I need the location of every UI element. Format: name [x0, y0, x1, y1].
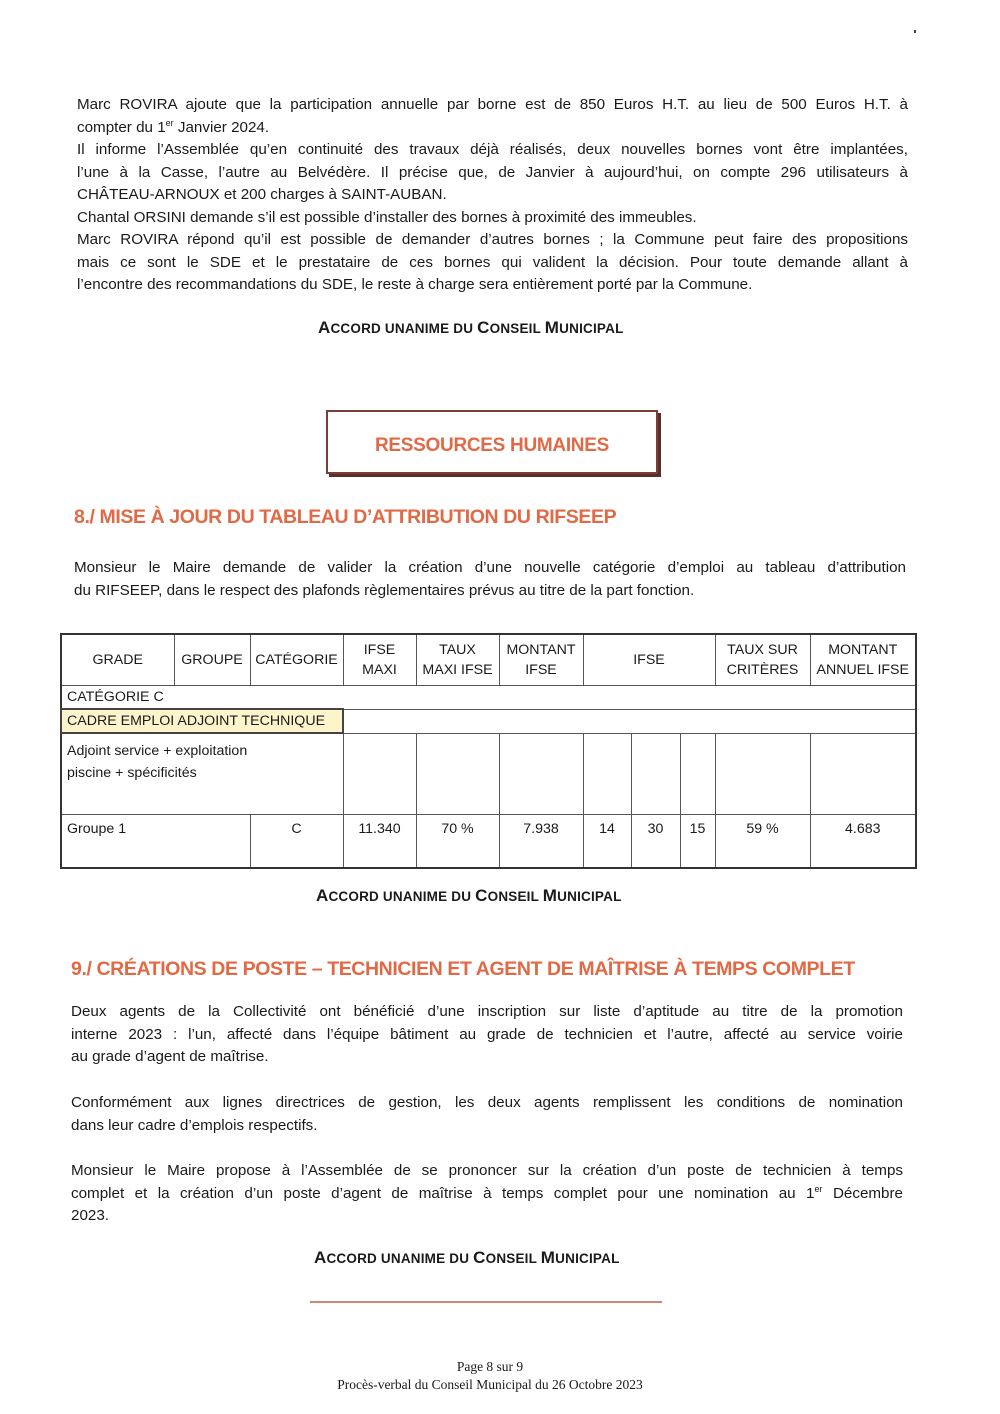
cell-montant-ifse: 7.938 — [499, 815, 583, 869]
empty-cell — [810, 733, 916, 815]
header-line: MONTANT — [828, 642, 898, 658]
accord-text: UNICIPAL — [557, 889, 622, 904]
accord-text: UNICIPAL — [555, 1251, 620, 1266]
text-line: Deux agents de la Collectivité ont bénéficié d’une inscription sur liste d’aptitude au titre de la promotion — [71, 1003, 903, 1020]
accord-text: UNICIPAL — [559, 321, 624, 336]
header-line: MAXI IFSE — [422, 662, 493, 678]
accord-text: ONSEIL — [487, 889, 543, 904]
header-montant-annuel — [810, 634, 916, 686]
category-label: CATÉGORIE C — [61, 686, 916, 710]
text-line: interne 2023 : l’un, affecté dans l’équipe bâtiment au grade de technicien et l’autre, affecté au service voirie — [71, 1025, 903, 1043]
text-line: Chantal ORSINI demande s’il est possible d’installer des bornes à proximité des immeubles. — [77, 208, 697, 226]
superscript: er — [814, 1183, 823, 1194]
empty-cell — [343, 709, 916, 733]
text-fragment: Janvier 2024. — [173, 118, 270, 136]
section-banner — [326, 410, 658, 474]
header-line: IFSE — [525, 662, 557, 678]
text-line: Marc ROVIRA répond qu’il est possible de demander d’autres bornes ; la Commune peut faire des propositions — [77, 231, 908, 248]
header-ifse-maxi — [343, 634, 416, 686]
header-line: TAUX SUR — [727, 642, 798, 658]
cell-categorie: C — [250, 815, 343, 869]
section-9-text-3 — [71, 1160, 903, 1228]
page-footer — [0, 1358, 980, 1394]
scan-mark — [914, 30, 916, 33]
accord-statement — [314, 1248, 620, 1268]
text-fragment: compter du 1 — [77, 118, 166, 136]
cell-ifse-1: 14 — [583, 815, 631, 869]
accord-cap: M — [542, 886, 558, 905]
cell-groupe: Groupe 1 — [61, 815, 250, 869]
empty-cell — [583, 733, 631, 815]
grade-line: Adjoint service + exploitation — [67, 743, 248, 759]
text-line: Monsieur le Maire demande de valider la création d’une nouvelle catégorie d’emploi au tableau d’attribution — [74, 559, 906, 576]
table-row — [61, 686, 916, 710]
cell-ifse-2: 30 — [631, 815, 680, 869]
header-line: ANNUEL IFSE — [816, 662, 909, 678]
accord-text: CCORD UNANIME DU — [326, 1251, 474, 1266]
superscript: er — [165, 117, 174, 128]
section-banner-title: RESSOURCES HUMAINES — [375, 435, 609, 456]
header-montant-ifse — [499, 634, 583, 686]
page-number: Page 8 sur 9 — [456, 1359, 524, 1374]
header-line: TAUX — [439, 642, 476, 658]
cell-ifse-maxi: 11.340 — [343, 815, 416, 869]
text-fragment: complet et la création d’un poste d’agent de maîtrise à temps complet pour une nomination au 1 — [71, 1184, 815, 1202]
text-line — [77, 117, 908, 140]
table-row — [61, 733, 916, 815]
accord-text: ONSEIL — [489, 321, 545, 336]
section-9-text-2 — [71, 1092, 903, 1137]
header-line: CRITÈRES — [726, 662, 799, 678]
text-line: Monsieur le Maire propose à l’Assemblée de se prononcer sur la création d’un poste de technicien à temps — [71, 1162, 903, 1179]
table-header-row — [61, 634, 916, 686]
accord-text: CCORD UNANIME DU — [328, 889, 476, 904]
text-line: du RIFSEEP, dans le respect des plafonds règlementaires prévus au titre de la part fonction. — [74, 581, 695, 599]
accord-statement — [318, 318, 624, 338]
grade-label — [61, 733, 343, 815]
accord-cap: C — [477, 318, 490, 337]
text-line: l’une à la Casse, l’autre au Belvédère. Il précise que, de Janvier à aujourd’hui, on compte 296 utilisateurs à — [77, 163, 908, 181]
intro-text — [77, 94, 908, 297]
header-taux-maxi — [416, 634, 499, 686]
header-line: MAXI — [362, 662, 397, 678]
accord-statement — [316, 886, 622, 906]
empty-cell — [680, 733, 715, 815]
empty-cell — [343, 733, 416, 815]
section-9-text-1 — [71, 1001, 903, 1069]
document-title: Procès-verbal du Conseil Municipal du 26 Octobre 2023 — [337, 1377, 643, 1392]
table-row — [61, 709, 916, 733]
divider-line — [310, 1301, 662, 1303]
empty-cell — [715, 733, 810, 815]
accord-cap: A — [316, 886, 329, 905]
accord-cap: A — [318, 318, 331, 337]
empty-cell — [631, 733, 680, 815]
text-line: mais ce sont le SDE et le prestataire de ces bornes qui valident la décision. Pour toute demande allant à — [77, 253, 908, 271]
header-grade: GRADE — [61, 634, 174, 686]
table-row — [61, 815, 916, 869]
section-9-title: 9./ CRÉATIONS DE POSTE – TECHNICIEN ET AGENT DE MAÎTRISE À TEMPS COMPLET — [71, 958, 855, 980]
cell-montant-annuel: 4.683 — [810, 815, 916, 869]
header-categorie: CATÉGORIE — [250, 634, 343, 686]
rifseep-table — [60, 633, 917, 869]
cell-taux-criteres: 59 % — [715, 815, 810, 869]
header-line: IFSE — [363, 642, 396, 658]
empty-cell — [416, 733, 499, 815]
header-groupe: GROUPE — [174, 634, 250, 686]
header-taux-criteres — [715, 634, 810, 686]
header-line: MONTANT — [506, 642, 576, 658]
text-line: l’encontre des recommandations du SDE, le reste à charge sera entièrement porté par la Commune. — [77, 276, 753, 293]
text-line: Il informe l’Assemblée qu’en continuité des travaux déjà réalisés, deux nouvelles bornes vont être implantées, — [77, 141, 908, 158]
grade-line: piscine + spécificités — [67, 765, 197, 781]
text-line: Marc ROVIRA ajoute que la participation annuelle par borne est de 850 Euros H.T. au lieu de 500 Euros H.T. à — [77, 96, 908, 113]
cadre-emploi-label: CADRE EMPLOI ADJOINT TECHNIQUE — [61, 709, 343, 733]
header-ifse: IFSE — [583, 634, 715, 686]
accord-cap: M — [540, 1248, 556, 1267]
accord-cap: M — [544, 318, 560, 337]
text-line: Conformément aux lignes directrices de gestion, les deux agents remplissent les conditions de nomination — [71, 1094, 903, 1111]
accord-text: CCORD UNANIME DU — [330, 321, 478, 336]
cell-ifse-3: 15 — [680, 815, 715, 869]
text-line: dans leur cadre d’emplois respectifs. — [71, 1116, 318, 1134]
text-line: au grade d’agent de maîtrise. — [71, 1048, 269, 1065]
section-8-text — [74, 557, 906, 602]
accord-cap: C — [473, 1248, 486, 1267]
text-line: 2023. — [71, 1207, 110, 1224]
accord-cap: C — [475, 886, 488, 905]
accord-text: ONSEIL — [485, 1251, 541, 1266]
cell-taux-maxi: 70 % — [416, 815, 499, 869]
accord-cap: A — [314, 1248, 327, 1267]
text-fragment: Décembre — [822, 1184, 903, 1202]
text-line: CHÂTEAU-ARNOUX et 200 charges à SAINT-AUBAN. — [77, 186, 447, 203]
empty-cell — [499, 733, 583, 815]
text-line — [71, 1183, 903, 1206]
section-8-title: 8./ MISE À JOUR DU TABLEAU D’ATTRIBUTION DU RIFSEEP — [74, 506, 617, 528]
